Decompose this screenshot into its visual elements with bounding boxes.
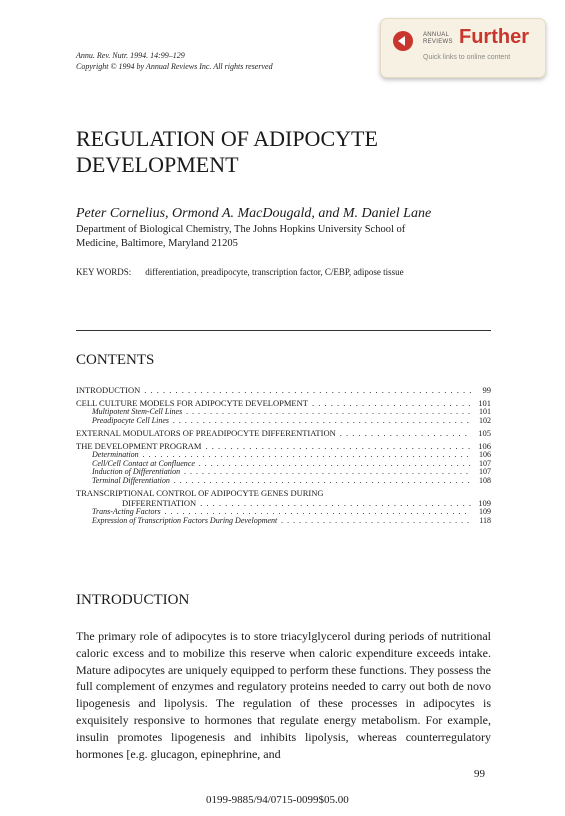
badge-small-top: ANNUAL (423, 32, 450, 38)
badge-further-label: Further (459, 26, 529, 48)
toc-label: Expression of Transcription Factors During Development (92, 515, 278, 525)
footer-code: 0199-9885/94/0715-0099$05.00 (206, 794, 349, 806)
play-left-icon (393, 31, 413, 51)
title-line-2: DEVELOPMENT (76, 152, 239, 177)
toc-label: INTRODUCTION (76, 385, 141, 395)
badge-subtitle: Quick links to online content (423, 54, 511, 61)
toc-label: Terminal Differentiation (92, 475, 170, 485)
toc-page: 118 (479, 515, 491, 525)
citation-line-2: Copyright © 1994 by Annual Reviews Inc. All rights reserved (76, 62, 273, 71)
journal-citation (76, 50, 273, 72)
toc-entry[interactable] (76, 517, 491, 526)
toc-page: 108 (479, 475, 491, 485)
toc-leader (184, 468, 471, 477)
toc-label: Determination (92, 450, 139, 459)
toc-page: 107 (479, 467, 491, 476)
toc-leader (174, 477, 471, 486)
toc-label: Induction of Differentiation (92, 467, 181, 476)
toc-page: 99 (482, 385, 491, 395)
toc-entry[interactable] (76, 477, 491, 486)
divider (76, 330, 491, 331)
toc-label: Cell/Cell Contact at Confluence (92, 458, 195, 468)
toc-leader (144, 385, 471, 395)
toc-leader (186, 408, 471, 417)
toc-label: DIFFERENTIATION (122, 498, 197, 508)
toc-page: 105 (478, 428, 491, 438)
toc-leader (281, 517, 471, 526)
toc-label: THE DEVELOPMENT PROGRAM (76, 441, 202, 451)
toc-label: Preadipocyte Cell Lines (92, 415, 170, 425)
introduction-paragraph: The primary role of adipocytes is to store triacylglycerol during periods of nutritional caloric excess and to mobilize this reserve when caloric expenditure exceeds intake. Mature adipocytes are uniquely equipped to perform these functions. They possess the full complement of enzymes and regulatory proteins needed to carry out both de novo lipogenesis and lipolysis. The regulation of these processes in adipocytes is exquisitely responsive to hormones that regulate energy metabolism. For example, insulin promotes lipogenesis and inhibits lipolysis, whereas counterregulatory hormones [e.g. glucagon, epinephrine, and (76, 629, 492, 761)
keywords-label: KEY WORDS: (76, 267, 132, 277)
toc-leader (173, 417, 471, 426)
keywords (76, 267, 404, 277)
affiliation (76, 223, 496, 251)
citation-line-1: Annu. Rev. Nutr. 1994. 14:99–129 (76, 51, 185, 60)
toc-label: EXTERNAL MODULATORS OF PREADIPOCYTE DIFFERENTIATION (76, 428, 336, 438)
toc-leader (312, 398, 471, 408)
affiliation-line-2: Medicine, Baltimore, Maryland 21205 (76, 238, 238, 249)
toc-label: TRANSCRIPTIONAL CONTROL OF ADIPOCYTE GENES DURING (76, 488, 324, 498)
page-number: 99 (474, 768, 485, 780)
toc-entry[interactable] (76, 385, 491, 395)
keywords-value: differentiation, preadipocyte, transcription factor, C/EBP, adipose tissue (145, 267, 404, 277)
toc-leader (199, 460, 471, 469)
toc-leader (340, 428, 471, 438)
toc-entry[interactable] (76, 428, 491, 438)
toc-page: 109 (479, 507, 491, 516)
badge-publisher-label (423, 32, 453, 46)
toc-page: 107 (479, 458, 491, 468)
affiliation-line-1: Department of Biological Chemistry, The Johns Hopkins University School of (76, 224, 406, 235)
article-title (76, 126, 496, 178)
toc-entry[interactable] (76, 488, 491, 498)
toc-entry[interactable] (76, 417, 491, 426)
table-of-contents (76, 385, 491, 525)
toc-page: 106 (479, 450, 491, 459)
toc-page: 106 (478, 441, 491, 451)
toc-page: 102 (479, 415, 491, 425)
badge-small-bottom: REVIEWS (423, 39, 453, 45)
authors: Peter Cornelius, Ormond A. MacDougald, and M. Daniel Lane (76, 206, 432, 221)
contents-heading: CONTENTS (76, 352, 155, 368)
toc-leader (205, 441, 471, 451)
toc-page: 101 (479, 407, 491, 416)
toc-leader (200, 498, 471, 508)
introduction-heading: INTRODUCTION (76, 592, 190, 608)
toc-page: 109 (478, 498, 491, 508)
toc-label: CELL CULTURE MODELS FOR ADIPOCYTE DEVELOPMENT (76, 398, 308, 408)
title-line-1: REGULATION OF ADIPOCYTE (76, 126, 378, 151)
toc-label: Trans-Acting Factors (92, 507, 161, 516)
toc-label: Multipotent Stem-Cell Lines (92, 407, 183, 416)
further-link-badge[interactable] (380, 18, 546, 78)
toc-page: 101 (478, 398, 491, 408)
